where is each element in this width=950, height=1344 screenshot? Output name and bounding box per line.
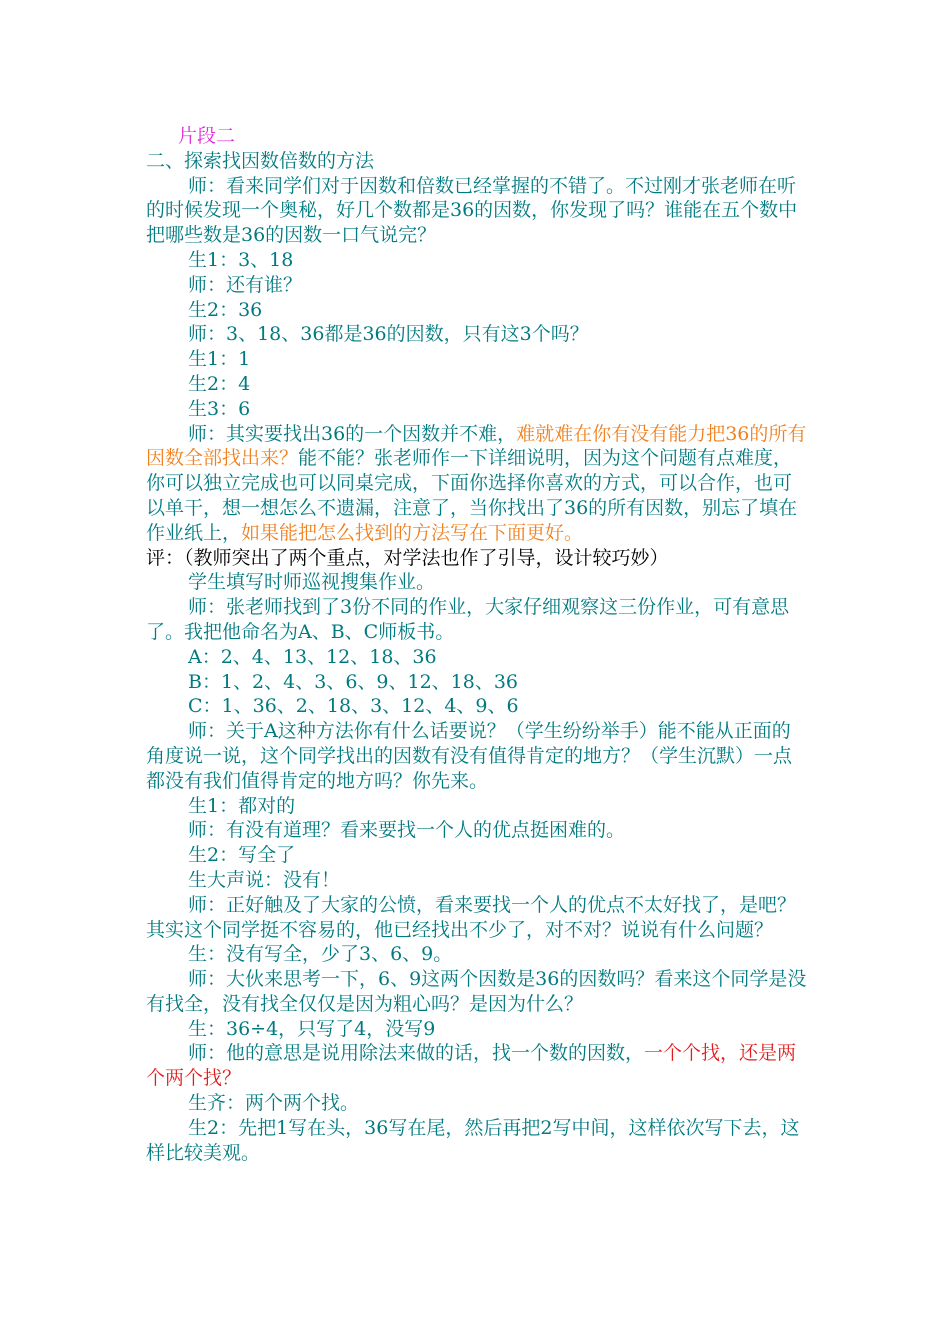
- highlight-red: 一个个找，还是两个两个找？: [146, 1042, 797, 1090]
- paragraph: 生2：4: [188, 372, 251, 395]
- paragraph: 生：36÷4，只写了4，没写9: [188, 1017, 436, 1040]
- paragraph: 师：看来同学们对于因数和倍数已经掌握的不错了。不过刚才张老师在听的时候发现一个奥秘，好几个数都是36的因数，你发现了吗？谁能在五个数中把哪些数是36的因数一口气说完？: [146, 174, 798, 247]
- document-body: [146, 124, 808, 1165]
- paragraph: 生：没有写全，少了3、6、9。: [188, 943, 453, 966]
- paragraph: 学生填写时师巡视搜集作业。: [188, 571, 436, 594]
- section-title: 二、探索找因数倍数的方法: [146, 149, 375, 172]
- paragraph: 师：关于A这种方法你有什么话要说？（学生纷纷举手）能不能从正面的角度说一说，这个同学找出的因数有没有值得肯定的地方？（学生沉默）一点都没有我们值得肯定的地方吗？你先来。: [146, 720, 793, 792]
- paragraph: A：2、4、13、12、18、36: [188, 645, 437, 668]
- paragraph: 生2：36: [188, 298, 263, 321]
- paragraph: 生3：6: [188, 397, 251, 420]
- paragraph: 生大声说：没有！: [188, 868, 341, 891]
- paragraph: 生1：都对的: [188, 794, 296, 817]
- paragraph: 师：3、18、36都是36的因数，只有这3个吗？: [188, 323, 589, 346]
- paragraph: 生齐：两个两个找。: [188, 1092, 360, 1115]
- paragraph: 师：他的意思是说用除法来做的话，找一个数的因数，一个个找，还是两个两个找？: [146, 1042, 797, 1090]
- paragraph: 师：有没有道理？看来要找一个人的优点挺困难的。: [188, 819, 626, 842]
- paragraph: 生2：先把1写在头，36写在尾，然后再把2写中间，这样依次写下去，这样比较美观。: [146, 1116, 800, 1164]
- paragraph: 师：其实要找出36的一个因数并不难，难就难在你有没有能力把36的所有因数全部找出来？能不能？张老师作一下详细说明，因为这个问题有点难度，你可以独立完成也可以同桌完成，下面你选择你喜欢的方式，可以合作，也可以单干，想一想怎么不遗漏，注意了，当你找出了36的所有因数，别忘了填在作业纸上，如果能把怎么找到的方法写在下面更好。: [146, 422, 807, 544]
- segment-heading: 片段二: [178, 125, 236, 147]
- paragraph: 师：正好触及了大家的公愤，看来要找一个人的优点不太好找了，是吧？其实这个同学挺不容易的，他已经找出不少了，对不对？说说有什么问题？: [146, 893, 797, 941]
- paragraph: 师：大伙来思考一下，6、9这两个因数是36的因数吗？看来这个同学是没有找全，没有找全仅仅是因为粗心吗？是因为什么？: [146, 968, 807, 1015]
- paragraph: 生1：3、18: [188, 248, 294, 271]
- paragraph: 师：还有谁？: [188, 273, 303, 296]
- paragraph: 师：张老师找到了3份不同的作业，大家仔细观察这三份作业，可有意思了。我把他命名为A、B、C师板书。: [146, 596, 790, 643]
- highlight-orange: 如果能把怎么找到的方法写在下面更好。: [241, 521, 584, 544]
- paragraph: 生1：1: [188, 348, 251, 371]
- paragraph: C：1、36、2、18、3、12、4、9、6: [188, 695, 519, 718]
- paragraph: B：1、2、4、3、6、9、12、18、36: [188, 670, 519, 693]
- comment-paragraph: 评：（教师突出了两个重点，对学法也作了引导，设计较巧妙）: [146, 546, 669, 569]
- highlight-orange: 难就难在你有没有能力把36的所有因数全部找出来？: [146, 422, 807, 470]
- paragraph: 生2：写全了: [188, 844, 296, 867]
